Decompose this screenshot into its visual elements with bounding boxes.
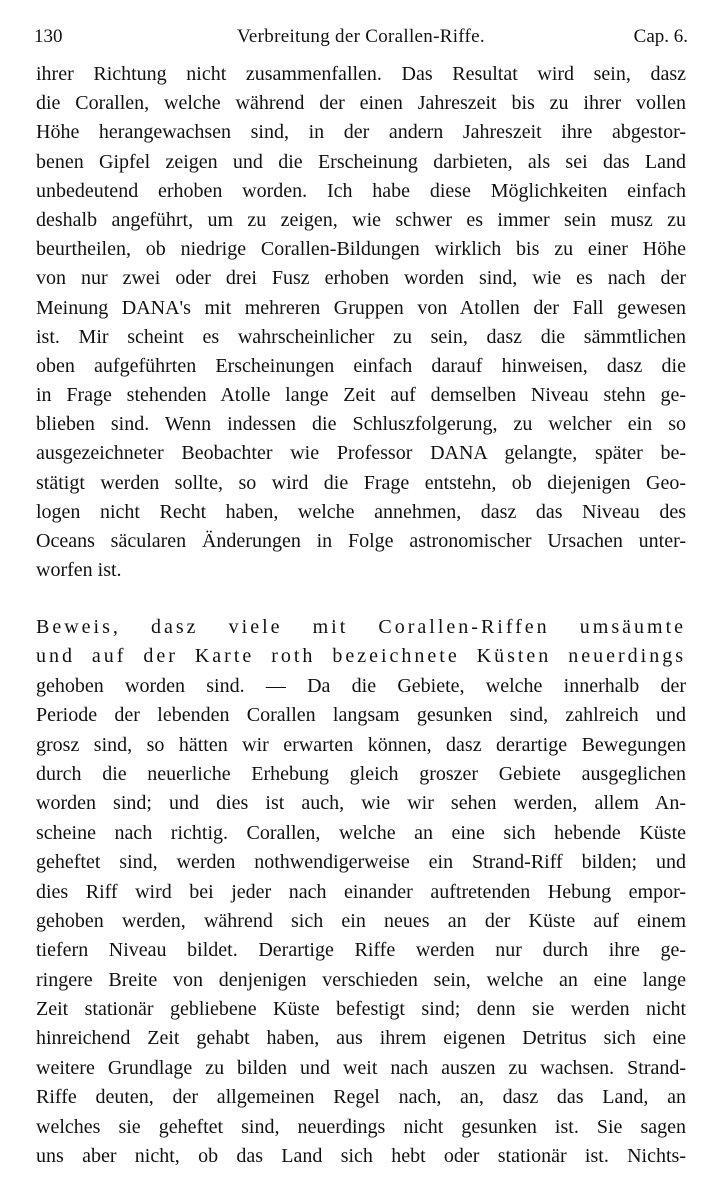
text-line: Höhe herangewachsen sind, in der andern Jahreszeit ihre abgestor-	[36, 121, 686, 144]
text-line: worfen ist.	[36, 559, 122, 582]
text-line: hinreichend Zeit gehabt haben, aus ihrem eigenen Detritus sich eine	[36, 1027, 686, 1050]
text-line: benen Gipfel zeigen und die Erscheinung darbieten, als sei das Land	[36, 150, 686, 173]
text-line: von nur zwei oder drei Fusz erhoben worden sind, wie es nach der	[36, 267, 686, 290]
text-line: dies Riff wird bei jeder nach einander auftretenden Hebung empor-	[36, 880, 686, 903]
text-line: oben aufgeführten Erscheinungen einfach darauf hinweisen, dasz die	[36, 354, 686, 377]
text-line: logen nicht Recht haben, welche annehmen, dasz das Niveau des	[36, 500, 686, 523]
text-line: Meinung DANA's mit mehreren Gruppen von Atollen der Fall gewesen	[36, 296, 686, 319]
text-line: gehoben worden sind. — Da die Gebiete, welche innerhalb der	[36, 674, 686, 697]
text-line: ist. Mir scheint es wahrscheinlicher zu sein, dasz die sämmtlichen	[36, 325, 686, 348]
text-line: ausgezeichneter Beobachter wie Professor DANA gelangte, später be-	[36, 442, 686, 465]
text-line: scheine nach richtig. Corallen, welche an eine sich hebende Küste	[36, 821, 686, 844]
text-line: die Corallen, welche während der einen Jahreszeit bis zu ihrer vollen	[36, 92, 686, 115]
text-line: ringere Breite von denjenigen verschieden sein, welche an eine lange	[36, 968, 686, 991]
text-line: Periode der lebenden Corallen langsam gesunken sind, zahlreich und	[36, 704, 686, 727]
text-line: grosz sind, so hätten wir erwarten können, dasz derartige Bewegungen	[36, 733, 686, 756]
page-number: 130	[34, 26, 63, 47]
text-line: durch die neuerliche Erhebung gleich groszer Gebiete ausgeglichen	[36, 762, 686, 785]
paragraph-1	[36, 60, 686, 585]
text-line: uns aber nicht, ob das Land sich hebt oder stationär ist. Nichts-	[36, 1145, 686, 1168]
text-line: in Frage stehenden Atolle lange Zeit auf demselben Niveau stehn ge-	[36, 384, 686, 407]
running-title: Verbreitung der Corallen-Riffe.	[237, 26, 485, 47]
text-line: tiefern Niveau bildet. Derartige Riffe werden nur durch ihre ge-	[36, 939, 686, 962]
text-line: welches sie geheftet sind, neuerdings nicht gesunken ist. Sie sagen	[36, 1115, 686, 1138]
text-line: unbedeutend erhoben worden. Ich habe diese Möglichkeiten einfach	[36, 179, 686, 202]
text-line: beurtheilen, ob niedrige Corallen-Bildungen wirklich bis zu einer Höhe	[36, 238, 686, 261]
section-heading-line: und auf der Karte roth bezeichnete Küsten neuerdings	[36, 645, 686, 668]
section-heading-line: Beweis, dasz viele mit Corallen-Riffen umsäumte	[36, 616, 686, 638]
text-line: ihrer Richtung nicht zusammenfallen. Das Resultat wird sein, dasz	[36, 63, 686, 85]
text-line: weitere Grundlage zu bilden und weit nach auszen zu wachsen. Strand-	[36, 1056, 686, 1079]
text-line: Riffe deuten, der allgemeinen Regel nach, an, dasz das Land, an	[36, 1086, 686, 1109]
text-line: stätigt werden sollte, so wird die Frage entstehn, ob diejenigen Geo-	[36, 471, 686, 494]
text-line: blieben sind. Wenn indessen die Schluszfolgerung, zu welcher ein so	[36, 413, 686, 436]
running-header	[34, 26, 688, 56]
text-line: Oceans säcularen Änderungen in Folge astronomischer Ursachen unter-	[36, 530, 686, 552]
text-line: geheftet sind, werden nothwendigerweise ein Strand-Riff bilden; und	[36, 851, 686, 874]
text-line: worden sind; und dies ist auch, wie wir sehen werden, allem An-	[36, 792, 686, 815]
chapter-label: Cap. 6.	[633, 26, 688, 47]
text-line: gehoben werden, während sich ein neues an der Küste auf einem	[36, 909, 686, 932]
text-line: deshalb angeführt, um zu zeigen, wie schwer es immer sein musz zu	[36, 208, 686, 231]
paragraph-2	[36, 613, 686, 1171]
text-line: Zeit stationär gebliebene Küste befestigt sind; denn sie werden nicht	[36, 998, 686, 1021]
